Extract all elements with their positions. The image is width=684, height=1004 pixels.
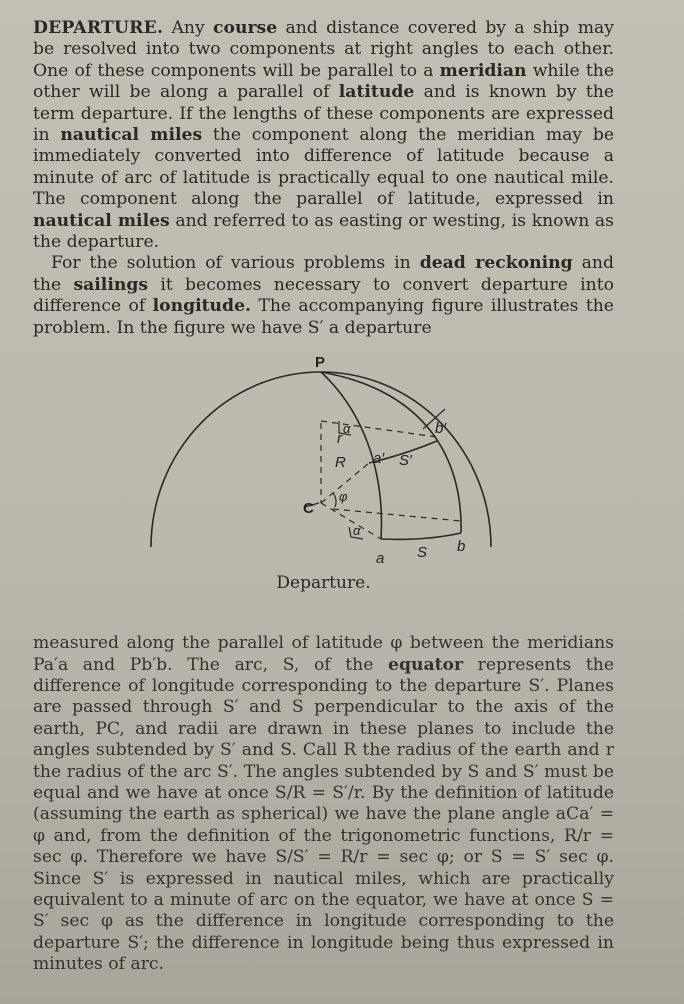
text-run: and referred to as easting or westing, is known as the departure. [33, 210, 614, 253]
label-b: b [457, 538, 466, 556]
text-run: and is known by the term departure. If the lengths of these components are expressed in [33, 82, 614, 146]
label-alpha-bottom: α [353, 523, 361, 539]
phi-angle-arc [333, 493, 336, 507]
label-r-cap: R [335, 454, 346, 472]
bold-term-course: course [213, 18, 278, 38]
label-b-prime: b′ [435, 420, 447, 438]
text-run: and the [33, 253, 614, 295]
label-r-small: r [337, 430, 342, 448]
bold-term-equator: equator [388, 654, 464, 675]
equator-arc [381, 533, 461, 539]
text-run: For the solution of various problems in [51, 253, 420, 274]
departure-figure [33, 351, 614, 631]
bold-term-sailings: sailings [73, 274, 149, 295]
text-run: and distance covered by a ship may be resolved into two components at right angles to each other. One of these components will be parallel to a [33, 18, 614, 81]
hemisphere-diagram [33, 351, 614, 581]
label-alpha-top: α [343, 421, 351, 437]
bold-term-dead-reckoning: dead reckoning [419, 253, 573, 274]
radius-c-b [333, 509, 461, 521]
text-run: it becomes necessary to convert departure into difference of [33, 274, 614, 317]
text-run: The accompanying figure illustrates the problem. In the figure we have S′ a departure [33, 296, 614, 338]
text-run: while the other will be along a parallel of [33, 60, 614, 103]
bold-term-nautical-miles-2: nautical miles [33, 210, 170, 231]
figure-caption: Departure. [276, 573, 371, 594]
bold-term-longitude: longitude. [152, 296, 251, 317]
paragraph-dead-reckoning [33, 253, 614, 339]
text-run: the component along the meridian may be immediately converted into difference of latitude because a minute of arc of latitude is practically equal to one nautical mile. The component along the parallel of latitude, expressed in [33, 125, 614, 210]
label-c: C [303, 500, 314, 518]
bold-term-nautical-miles: nautical miles [60, 125, 203, 146]
label-a-prime: a′ [373, 450, 385, 468]
bold-term-latitude: latitude [338, 82, 415, 103]
text-run: Any [163, 18, 214, 38]
label-s: S [417, 544, 428, 562]
paragraph-explanation [33, 633, 614, 976]
radius-c-a [321, 503, 381, 539]
label-a: a [376, 550, 385, 568]
text-run: measured along the parallel of latitude φ between the meridians Pa′a and Pb′b. The arc, S, of the [33, 633, 614, 675]
label-p: P [315, 354, 326, 372]
bold-term-meridian: meridian [439, 60, 527, 81]
entry-headword: DEPARTURE. [33, 18, 164, 38]
text-run: represents the difference of longitude corresponding to the departure S′. Planes are passed through S′ and S perpendicular to the axis of the earth, PC, and radii are drawn in these planes to include the angles subtended by S′ and S. Call R the radius of the earth and r the radius of the arc S′. The angles subtended by S and S′ must be equal and we have at once S/R = S′/r. By the definition of latitude (assuming the earth as spherical) we have the plane angle aCa′ = φ and, from the definition of the trigonometric functions, R/r = sec φ. Therefore we have S/S′ = R/r = sec φ; or S = S′ sec φ. Since S′ is expressed in nautical miles, which are practically equivalent to a minute of arc on the equator, we have at once S = S′ sec φ as the difference in longitude corresponding to the departure S′; the difference in longitude being thus expressed in minutes of arc. [33, 654, 614, 975]
label-s-prime: S′ [399, 452, 412, 470]
paragraph-departure-definition [33, 18, 614, 253]
label-phi: φ [339, 489, 348, 505]
